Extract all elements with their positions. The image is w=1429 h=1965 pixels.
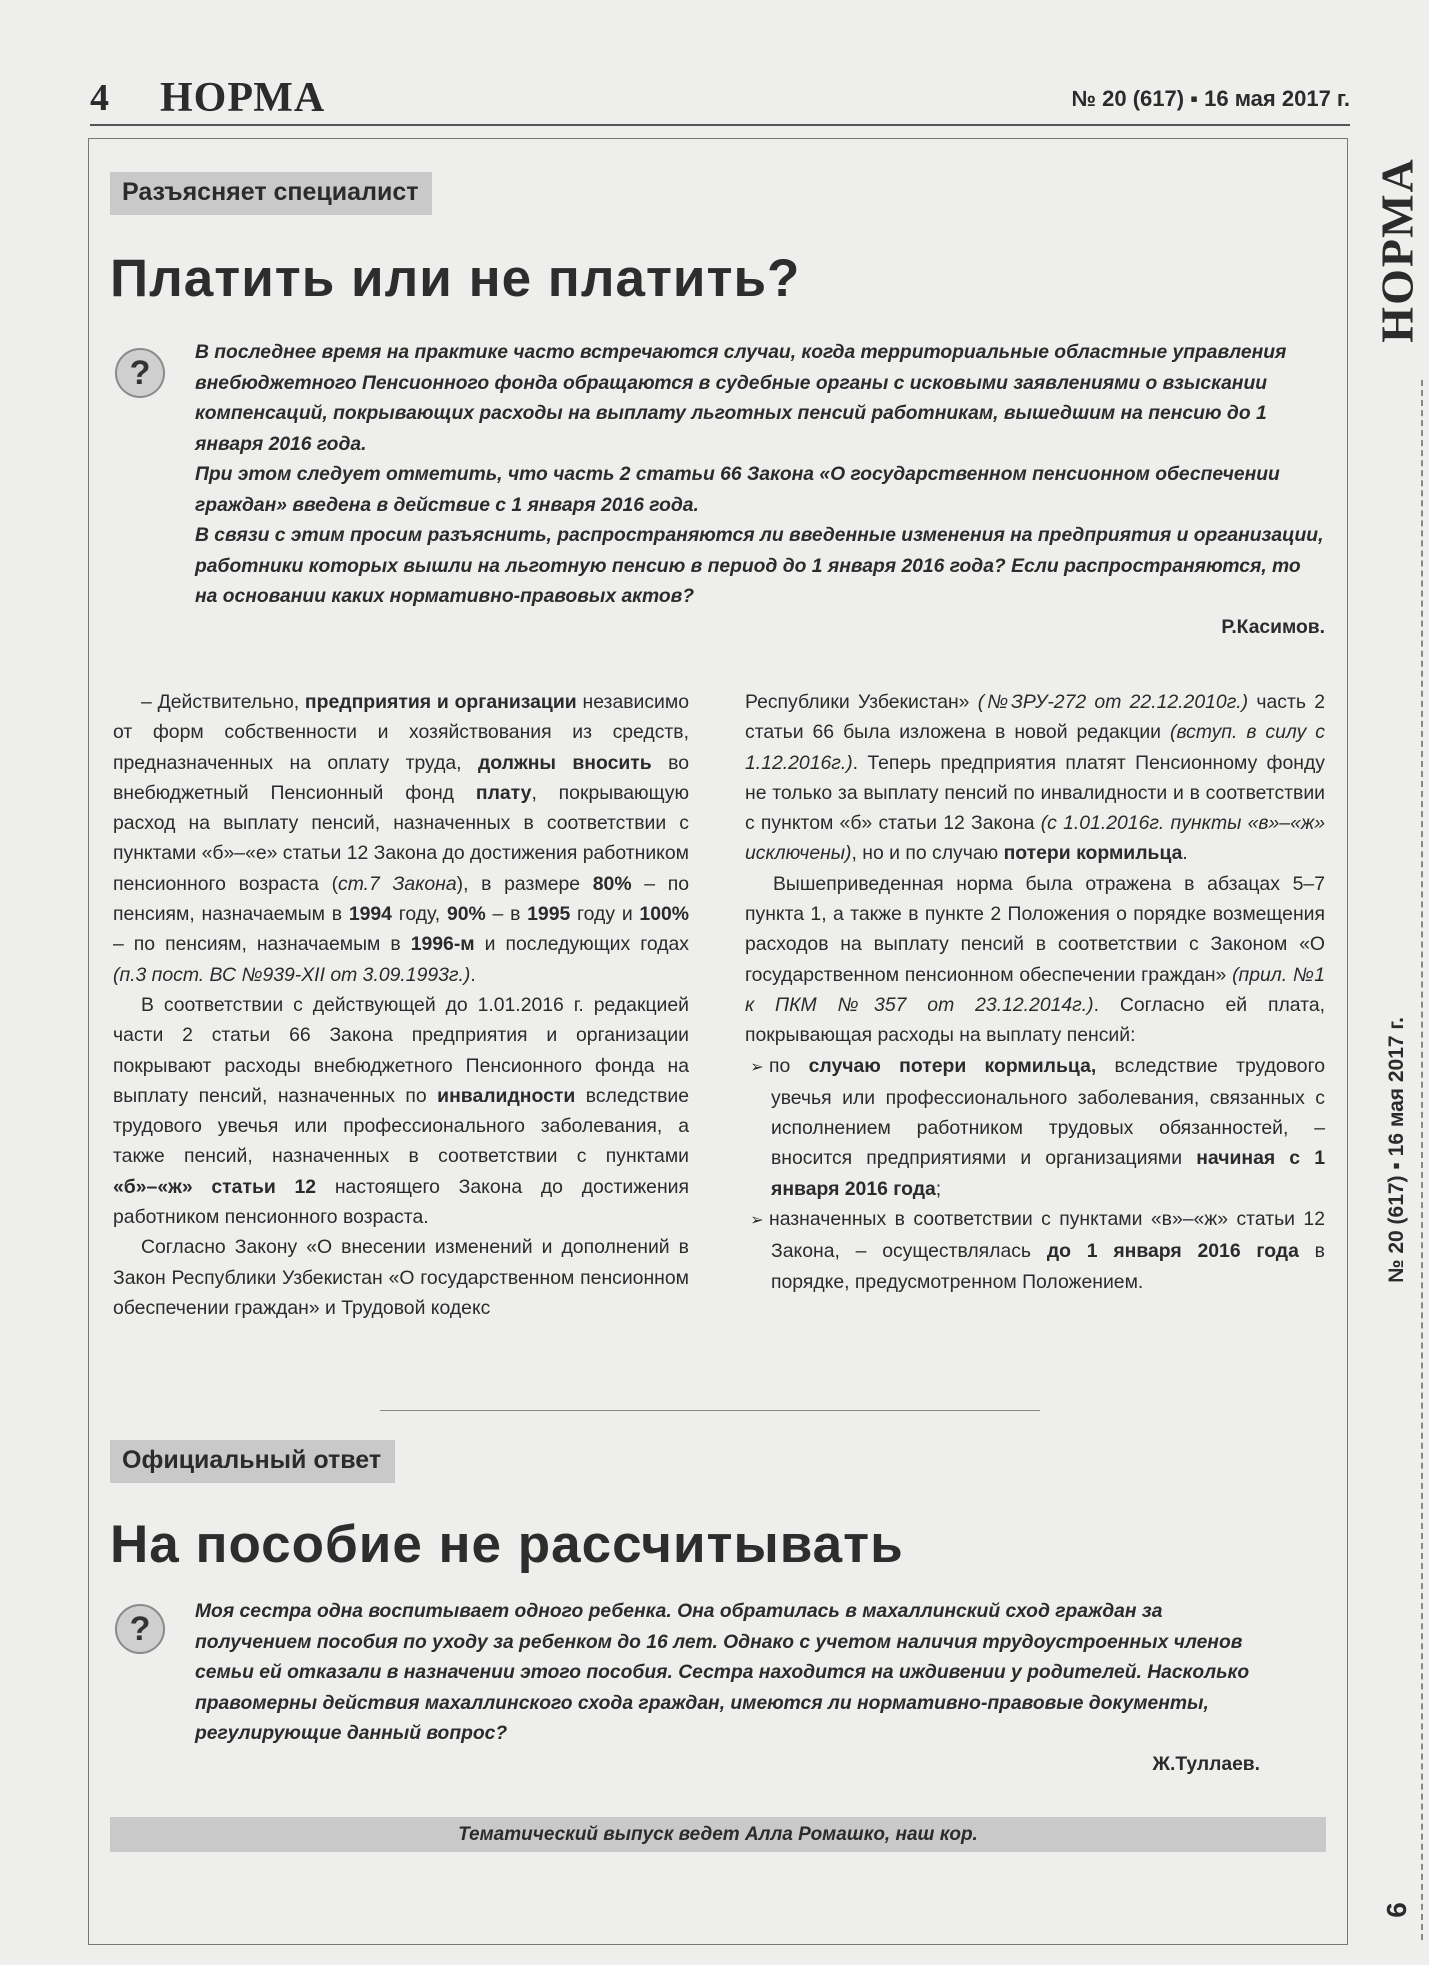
question-mark-icon: ? xyxy=(115,1604,165,1654)
side-issue-info: № 20 (617) ▪ 16 мая 2017 г. xyxy=(1385,1017,1408,1283)
answer-paragraph: – Действительно, предприятия и организации независимо от форм собственности и хозяйствования из средств, предназначенных на оплату труда, должны вносить во внебюджетный Пенсионный фонд плату, покрывающую расход на выплату пенсий, назначенных в соответствии с пунктами «б»–«е» статьи 12 Закона до достижения работником пенсионного возраста (ст.7 Закона), в размере 80% – по пенсиям, назначаемым в 1994 году, 90% – в 1995 году и 100% – по пенсиям, назначаемым в 1996-м и последующих годах (п.3 пост. ВС №939-XII от 3.09.1993г.). xyxy=(113,691,690,986)
reader-question xyxy=(195,1597,1260,1780)
issue-info: № 20 (617) ▪ 16 мая 2017 г. xyxy=(1071,86,1350,111)
reader-question xyxy=(195,338,1325,643)
side-newspaper-title: НОРМА xyxy=(1371,157,1423,343)
question-mark-icon: ? xyxy=(115,348,165,398)
answer-column-right xyxy=(745,687,1325,1297)
section-divider xyxy=(380,1410,1040,1411)
question-paragraph: При этом следует отметить, что часть 2 статьи 66 Закона «О государственном пенсионном обеспечении граждан» введена в действие с 1 января 2016 года. xyxy=(195,464,1280,516)
question-author: Р.Касимов. xyxy=(1221,616,1325,638)
answer-paragraph: Согласно Закону «О внесении изменений и дополнений в Закон Республики Узбекистан «О государственном пенсионном обеспечении граждан» и Трудовой кодекс xyxy=(113,1236,689,1319)
question-paragraph: В связи с этим просим разъяснить, распространяются ли введенные изменения на предприятия и организации, работники которых вышли на льготную пенсию в период до 1 января 2016 года? Если распространяются, то на основании каких нормативно-правовых актов? xyxy=(195,525,1324,607)
rubric-label: Официальный ответ xyxy=(110,1440,395,1483)
article-title: На пособие не рассчитывать xyxy=(110,1515,904,1574)
rubric-label: Разъясняет специалист xyxy=(110,172,432,215)
list-item: ➢ назначенных в соответствии с пунктами «в»–«ж» статьи 12 Закона, – осуществлялась до 1 января 2016 года в порядке, предусмотренном Положением. xyxy=(745,1204,1325,1297)
question-paragraph: Моя сестра одна воспитывает одного ребенка. Она обратилась в махаллинский сход граждан за получением пособия по уходу за ребенком до 16 лет. Однако с учетом наличия трудоустроенных членов семьи ей отказали в назначении этого пособия. Сестра находится на иждивении у родителей. Насколько правомерны действия махаллинского схода граждан, имеются ли нормативно-правовые документы, регулирующие данный вопрос? xyxy=(195,1601,1250,1744)
question-author: Ж.Туллаев. xyxy=(1152,1753,1260,1775)
answer-paragraph: Республики Узбекистан» (№ЗРУ-272 от 22.12.2010г.) часть 2 статьи 66 была изложена в новой редакции (вступ. в силу с 1.12.2016г.). Теперь предприятия платят Пенсионному фонду не только за выплату пенсий по инвалидности и в соответствии с пунктом «б» статьи 12 Закона (с 1.01.2016г. пункты «в»–«ж» исключены), но и по случаю потери кормильца. xyxy=(745,691,1326,865)
list-item: ➢ по случаю потери кормильца, вследствие трудового увечья или профессионального заболевания, связанных с исполнением работником трудовых обязанностей, – вносится предприятиями и организациями начиная с 1 января 2016 года; xyxy=(745,1051,1325,1204)
answer-paragraph: В соответствии с действующей до 1.01.2016 г. редакцией части 2 статьи 66 Закона предприятия и организации покрывают расходы внебюджетного Пенсионного фонда на выплату пенсий, назначенных по инвалидности вследствие трудового увечья или профессионального заболевания, а также пенсий, назначенных в соответствии с пунктами «б»–«ж» статьи 12 настоящего Закона до достижения работником пенсионного возраста. xyxy=(113,993,689,1229)
answer-paragraph: Вышеприведенная норма была отражена в абзацах 5–7 пункта 1, а также в пункте 2 Положения о порядке возмещения расходов на выплату пенсий в соответствии с Законом «О государственном пенсионном обеспечении граждан» (прил. №1 к ПКМ №357 от 23.12.2014г.). Согласно ей плата, покрывающая расходы на выплату пенсий: xyxy=(745,872,1325,1047)
footer-credit: Тематический выпуск ведет Алла Ромашко, наш кор. xyxy=(110,1817,1326,1852)
arrow-bullet-icon: ➢ xyxy=(750,1212,764,1230)
article-title: Платить или не платить? xyxy=(110,249,801,308)
answer-column-left xyxy=(113,687,689,1323)
newspaper-title: НОРМА xyxy=(160,75,326,121)
page-number: 4 xyxy=(90,77,109,119)
arrow-bullet-icon: ➢ xyxy=(750,1058,764,1076)
side-page-number: 6 xyxy=(1381,1902,1412,1918)
page-header xyxy=(90,70,1350,126)
adjacent-page-edge xyxy=(1365,60,1429,1965)
question-paragraph: В последнее время на практике часто встречаются случаи, когда территориальные областные управления внебюджетного Пенсионного фонда обращаются в судебные органы с исковыми заявлениями о взыскании компенсаций, покрывающих расходы на выплату льготных пенсий работникам, вышедшим на пенсию до 1 января 2016 года. xyxy=(195,342,1287,455)
